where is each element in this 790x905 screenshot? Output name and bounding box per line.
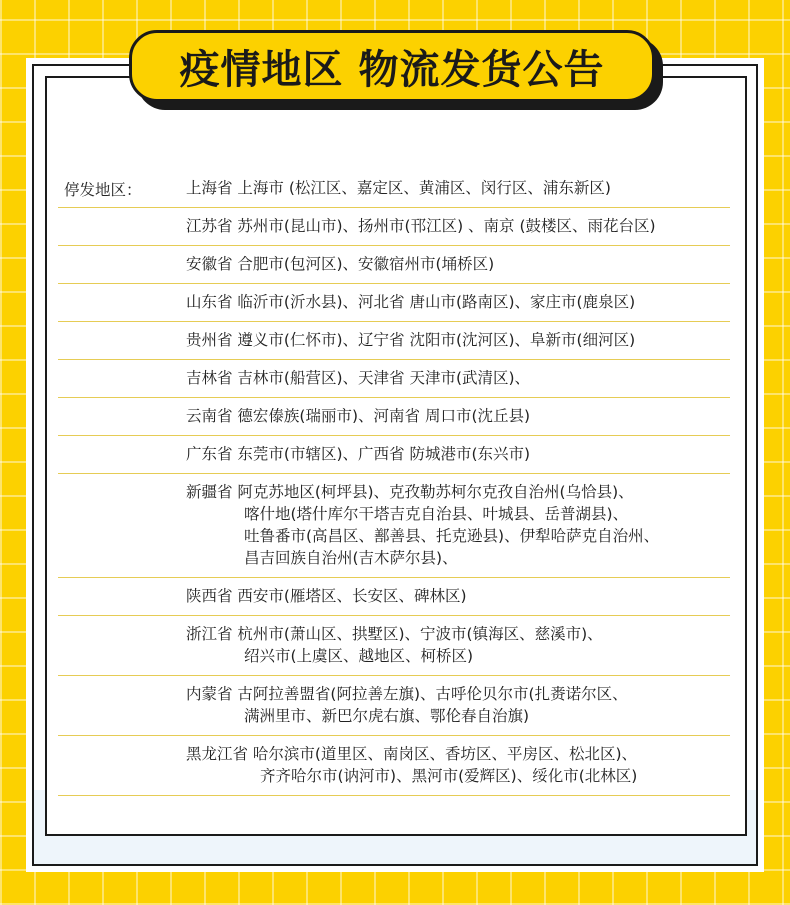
region-line: 齐齐哈尔市(讷河市)、黑河市(爱辉区)、绥化市(北林区) [260, 767, 638, 785]
region-row [58, 398, 730, 436]
region-row [58, 208, 730, 246]
region-line: 广东省 东莞市(市辖区)、广西省 防城港市(东兴市) [186, 445, 531, 463]
region-row [58, 676, 730, 736]
region-line: 喀什地(塔什库尔干塔吉克自治县、叶城县、岳普湖县)、 [244, 505, 629, 523]
region-row [58, 170, 730, 208]
region-line: 贵州省 遵义市(仁怀市)、辽宁省 沈阳市(沈河区)、阜新市(细河区) [186, 331, 636, 349]
region-line: 陕西省 西安市(雁塔区、长安区、碑林区) [186, 587, 467, 605]
region-row [58, 578, 730, 616]
region-row [58, 284, 730, 322]
region-row [58, 246, 730, 284]
page-title: 疫情地区 物流发货公告 [179, 46, 605, 93]
region-row [58, 436, 730, 474]
region-line: 昌吉回族自治州(吉木萨尔县)、 [244, 549, 458, 567]
section-label: 停发地区： [64, 181, 142, 199]
region-list [58, 170, 730, 796]
title-banner [129, 30, 655, 102]
region-row [58, 360, 730, 398]
region-line: 新疆省 阿克苏地区(柯坪县)、克孜勒苏柯尔克孜自治州(乌恰县)、 [186, 483, 634, 501]
region-row [58, 474, 730, 578]
region-line: 山东省 临沂市(沂水县)、河北省 唐山市(路南区)、家庄市(鹿泉区) [186, 293, 636, 311]
region-line: 满洲里市、新巴尔虎右旗、鄂伦春自治旗) [244, 707, 530, 725]
region-line: 浙江省 杭州市(萧山区、拱墅区)、宁波市(镇海区、慈溪市)、 [186, 625, 603, 643]
region-line: 内蒙省 古阿拉善盟省(阿拉善左旗)、古呼伦贝尔市(扎赉诺尔区、 [186, 685, 628, 703]
region-line: 云南省 德宏傣族(瑞丽市)、河南省 周口市(沈丘县) [186, 407, 531, 425]
region-row [58, 616, 730, 676]
region-line: 吐鲁番市(高昌区、鄯善县、托克逊县)、伊犁哈萨克自治州、 [244, 527, 660, 545]
region-row [58, 736, 730, 796]
region-line: 安徽省 合肥市(包河区)、安徽宿州市(埇桥区) [186, 255, 495, 273]
region-line: 江苏省 苏州市(昆山市)、扬州市(邗江区) 、南京 (鼓楼区、雨花台区) [186, 217, 656, 235]
region-line: 吉林省 吉林市(船营区)、天津省 天津市(武清区)、 [186, 369, 531, 387]
region-line: 黑龙江省 哈尔滨市(道里区、南岗区、香坊区、平房区、松北区)、 [186, 745, 638, 763]
region-line: 绍兴市(上虞区、越地区、柯桥区) [244, 647, 474, 665]
region-line: 上海省 上海市 (松江区、嘉定区、黄浦区、闵行区、浦东新区) [186, 179, 611, 197]
region-row [58, 322, 730, 360]
